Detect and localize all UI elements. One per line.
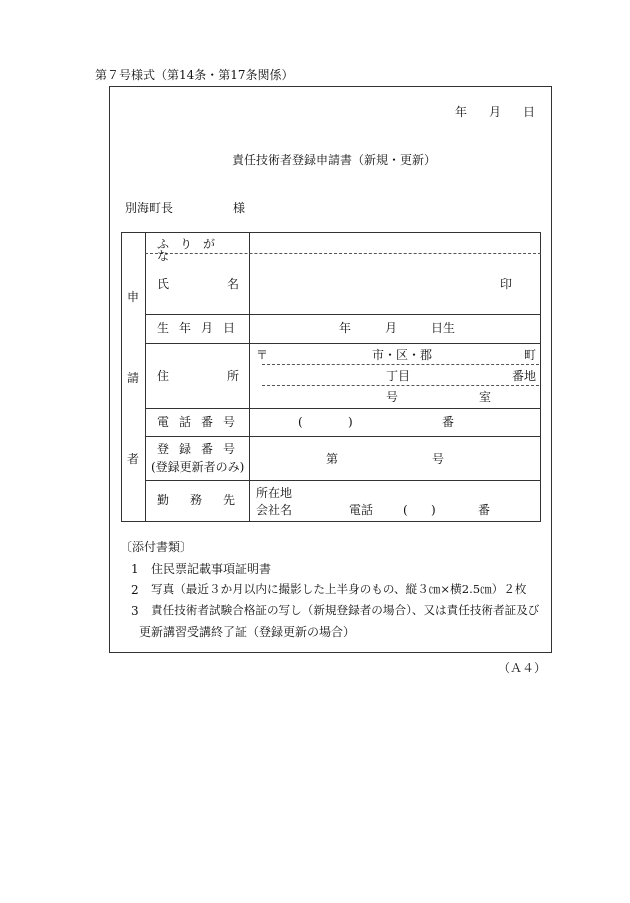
reg-dai: 第 xyxy=(326,452,339,466)
attachment-1-text: 住民票記載事項証明書 xyxy=(151,562,272,576)
row-divider-reg xyxy=(145,480,541,481)
address-label-2: 所 xyxy=(227,369,240,383)
address-city: 市・区・郡 xyxy=(372,348,433,362)
attachment-2-num: 2 xyxy=(131,583,139,597)
furigana-label xyxy=(157,238,237,262)
phone-open-paren: ( xyxy=(298,415,303,429)
seal-mark: 印 xyxy=(500,277,513,291)
reg-go: 号 xyxy=(432,452,445,466)
workplace-location: 所在地 xyxy=(256,486,293,500)
birth-year: 年 xyxy=(339,321,352,335)
row-divider-birth xyxy=(145,343,541,344)
phone-ban: 番 xyxy=(442,415,455,429)
address-chome: 丁目 xyxy=(386,369,411,383)
birth-label: 生年月日 xyxy=(157,321,246,335)
address-dash-2 xyxy=(262,385,539,386)
attachment-3-num: 3 xyxy=(131,604,139,618)
table-col-divider-1 xyxy=(145,232,146,522)
applicant-label-2: 請 xyxy=(127,371,140,385)
attachment-2-text: 写真（最近３か月以内に撮影した上半身のもの、縦３㎝×横2.5㎝）２枚 xyxy=(151,582,527,596)
row-divider-name xyxy=(145,314,541,315)
birth-day: 日生 xyxy=(431,321,456,335)
attachment-3-text: 責任技術者試験合格証の写し（新規登録者の場合）、又は責任技術者証及び xyxy=(151,603,540,617)
attachment-1-num: 1 xyxy=(131,562,139,576)
paper-size: （Ａ４） xyxy=(498,661,547,675)
address-banchi: 番地 xyxy=(512,369,537,383)
birth-month: 月 xyxy=(385,321,398,335)
workplace-phone-label: 電話 xyxy=(349,503,374,517)
name-label-2: 名 xyxy=(227,277,240,291)
workplace-label: 勤務先 xyxy=(157,493,257,507)
applicant-label-1: 申 xyxy=(127,290,140,304)
form-title: 責任技術者登録申請書（新規・更新） xyxy=(232,153,437,167)
attachments-heading: 〔添付書類〕 xyxy=(120,540,193,554)
attachment-3-cont: 更新講習受講終了証（登録更新の場合） xyxy=(139,625,356,639)
applicant-label-3: 者 xyxy=(127,452,140,466)
postal-mark: 〒 xyxy=(256,348,269,362)
address-town: 町 xyxy=(524,348,537,362)
row-divider-address xyxy=(145,408,541,409)
row-divider-phone xyxy=(145,436,541,437)
applicant-table xyxy=(121,232,541,522)
address-go: 号 xyxy=(386,390,399,404)
date-day: 日 xyxy=(523,105,536,119)
form-number: 第７号様式（第14条・第17条関係） xyxy=(95,68,294,82)
workplace-open-paren: ( xyxy=(403,503,408,517)
phone-label: 電話番号 xyxy=(157,415,246,429)
workplace-company: 会社名 xyxy=(256,503,293,517)
workplace-close-paren: ) xyxy=(431,503,436,517)
furigana-label-text: ふりがな xyxy=(157,237,227,263)
address-room: 室 xyxy=(479,390,492,404)
date-year: 年 xyxy=(455,105,468,119)
table-col-divider-2 xyxy=(249,232,250,522)
addressee-honorific: 様 xyxy=(233,201,246,215)
phone-close-paren: ) xyxy=(348,415,353,429)
reg-number-label: 登録番号 xyxy=(157,442,246,456)
reg-number-note: (登録更新者のみ) xyxy=(151,460,245,474)
addressee-name: 別海町長 xyxy=(125,201,174,215)
address-dash-1 xyxy=(262,364,539,365)
workplace-ban: 番 xyxy=(478,503,491,517)
address-label-1: 住 xyxy=(157,369,170,383)
name-label-1: 氏 xyxy=(157,277,170,291)
date-month: 月 xyxy=(489,105,502,119)
